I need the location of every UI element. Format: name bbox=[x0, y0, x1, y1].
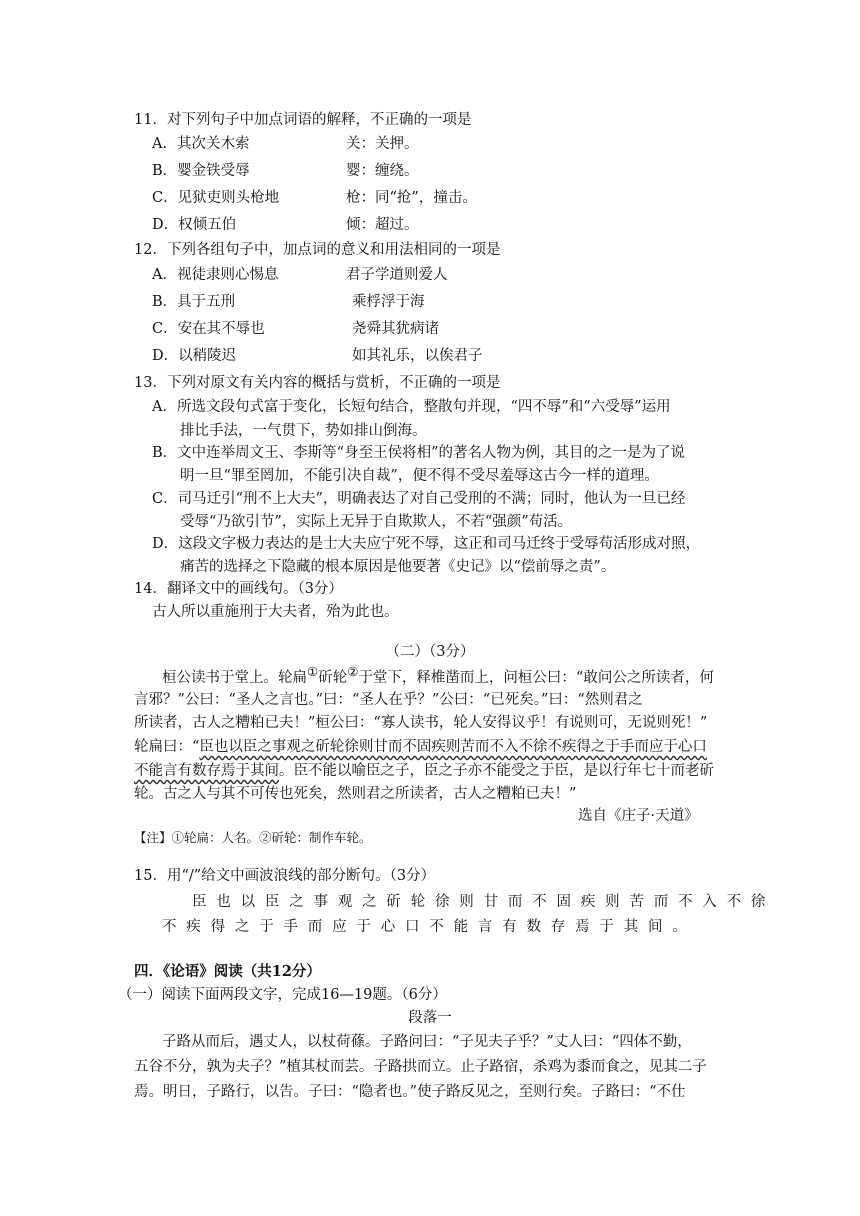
q11-option-d: D．权倾五伯 bbox=[152, 217, 237, 233]
q11-option-b: B．婴金铁受辱 bbox=[152, 163, 250, 179]
passage-line-3: 所读者，古人之糟粕已夫！”桓公曰：“寡人读书，轮人安得议乎！有说则可，无说则死！” bbox=[134, 715, 708, 731]
paragraph-title: 段落一 bbox=[408, 1010, 452, 1026]
section4-subheading: （一）阅读下面两段文字，完成16—19题。（6分） bbox=[118, 987, 447, 1003]
q14-sentence: 古人所以重施刑于大夫者，殆为此也。 bbox=[152, 604, 399, 620]
q13-option-b-line1: B．文中连举周文王、李斯等“身至王侯将相”的著名人物为例，其目的之一是为了说 bbox=[152, 445, 685, 461]
passage-line-2: 言邪？”公曰：“圣人之言也。”曰：“圣人在乎？”公曰：“已死矣。”曰：“然则君之 bbox=[134, 692, 643, 708]
q14-stem: 14．翻译文中的画线句。（3分） bbox=[134, 581, 343, 597]
q13-option-d-line1: D．这段文字极力表达的是士大夫应宁死不辱，这正和司马迁终于受辱苟活形成对照， bbox=[152, 536, 701, 552]
passage-source: 选自《庄子·天道》 bbox=[578, 808, 699, 824]
passage-note: 【注】①轮扁：人名。②斫轮：制作车轮。 bbox=[134, 830, 372, 845]
q11-gloss-b: 婴：缠绕。 bbox=[346, 163, 419, 179]
q13-option-c-line2: 受辱“乃欲引节”，实际上无异于自欺欺人，不若“强颜”苟活。 bbox=[180, 514, 573, 530]
q11-gloss-c: 枪：同“抢”，撞击。 bbox=[346, 190, 477, 206]
q13-option-c-line1: C．司马迁引“刑不上大夫”，明确表达了对自己受刑的不满；同时，他认为一旦已经 bbox=[152, 491, 686, 507]
q13-option-a-line1: A．所选文段句式富于变化，长短句结合，整散句并现，“四不辱”和“六受辱”运用 bbox=[152, 399, 671, 415]
q13-stem: 13．下列对原文有关内容的概括与赏析，不正确的一项是 bbox=[134, 375, 501, 391]
q15-text-line1: 臣也以臣之事观之斫轮徐则甘而不固疾则苦而不入不徐 bbox=[192, 894, 776, 910]
lunyu-line-3: 焉。明日，子路行，以告。子曰：“隐者也。”使子路反见之，至则行矣。子路曰：“不仕 bbox=[134, 1084, 686, 1100]
q12-pair-d: 如其礼乐，以俟君子 bbox=[352, 348, 483, 364]
q12-stem: 12．下列各组句子中，加点词的意义和用法相同的一项是 bbox=[134, 242, 501, 258]
q11-option-a: A．其次关木索 bbox=[152, 136, 250, 152]
q12-option-c: C．安在其不辱也 bbox=[152, 321, 265, 337]
passage-line-4: 轮扁曰：“臣也以臣之事观之斫轮徐则甘而不固疾则苦而不入不徐不疾得之于手而应于心口 bbox=[134, 739, 707, 755]
section2-heading: （二）（3分） bbox=[385, 644, 475, 660]
wavy-underline-segment-2: 不能言有数存焉于其间 bbox=[134, 763, 279, 779]
q12-option-b: B．具于五刑 bbox=[152, 294, 236, 310]
section4-heading: 四．《论语》阅读（共12分） bbox=[134, 963, 321, 980]
wavy-underline-segment: 臣也以臣之事观之斫轮徐则甘而不固疾则苦而不入不徐不疾得之于手而应于心口 bbox=[199, 739, 707, 755]
q12-pair-c: 尧舜其犹病诸 bbox=[352, 321, 439, 337]
q12-pair-b: 乘桴浮于海 bbox=[352, 294, 425, 310]
q12-pair-a: 君子学道则爱人 bbox=[346, 267, 448, 283]
q12-option-d: D．以稍陵迟 bbox=[152, 348, 237, 364]
passage-line-6: 轮。古之人与其不可传也死矣，然则君之所读者，古人之糟粕已夫！” bbox=[134, 786, 577, 802]
passage-line-1: 桓公读书于堂上。轮扁①斫轮②于堂下，释椎凿而上，问桓公曰：“敢问公之所读者，何 bbox=[162, 664, 714, 686]
q13-option-b-line2: 明一旦“罪至罔加，不能引决自裁”，便不得不受尽羞辱这古今一样的道理。 bbox=[180, 468, 659, 484]
q13-option-a-line2: 排比手法，一气贯下，势如排山倒海。 bbox=[180, 423, 427, 439]
q15-stem: 15．用“/”给文中画波浪线的部分断句。（3分） bbox=[134, 868, 436, 884]
q11-gloss-a: 关：关押。 bbox=[346, 136, 419, 152]
lunyu-line-2: 五谷不分，孰为夫子？”植其杖而芸。子路拱而立。止子路宿，杀鸡为黍而食之，见其二子 bbox=[134, 1059, 707, 1075]
passage-line-5: 不能言有数存焉于其间。臣不能以喻臣之子，臣之子亦不能受之于臣，是以行年七十而老斫 bbox=[134, 763, 714, 779]
q11-stem: 11．对下列句子中加点词语的解释，不正确的一项是 bbox=[134, 112, 472, 128]
q11-gloss-d: 倾：超过。 bbox=[346, 217, 419, 233]
q15-text-line2: 不疾得之于手而应于心口不能言有数存焉于其间。 bbox=[162, 919, 697, 935]
q13-option-d-line2: 痛苦的选择之下隐藏的根本原因是他要著《史记》以“偿前辱之责”。 bbox=[180, 559, 616, 575]
q12-option-a: A．视徒隶则心惕息 bbox=[152, 267, 279, 283]
lunyu-line-1: 子路从而后，遇丈人，以杖荷蓧。子路问曰：“子见夫子乎？”丈人曰：“四体不勤， bbox=[162, 1034, 692, 1050]
q11-option-c: C．见狱吏则头枪地 bbox=[152, 190, 280, 206]
